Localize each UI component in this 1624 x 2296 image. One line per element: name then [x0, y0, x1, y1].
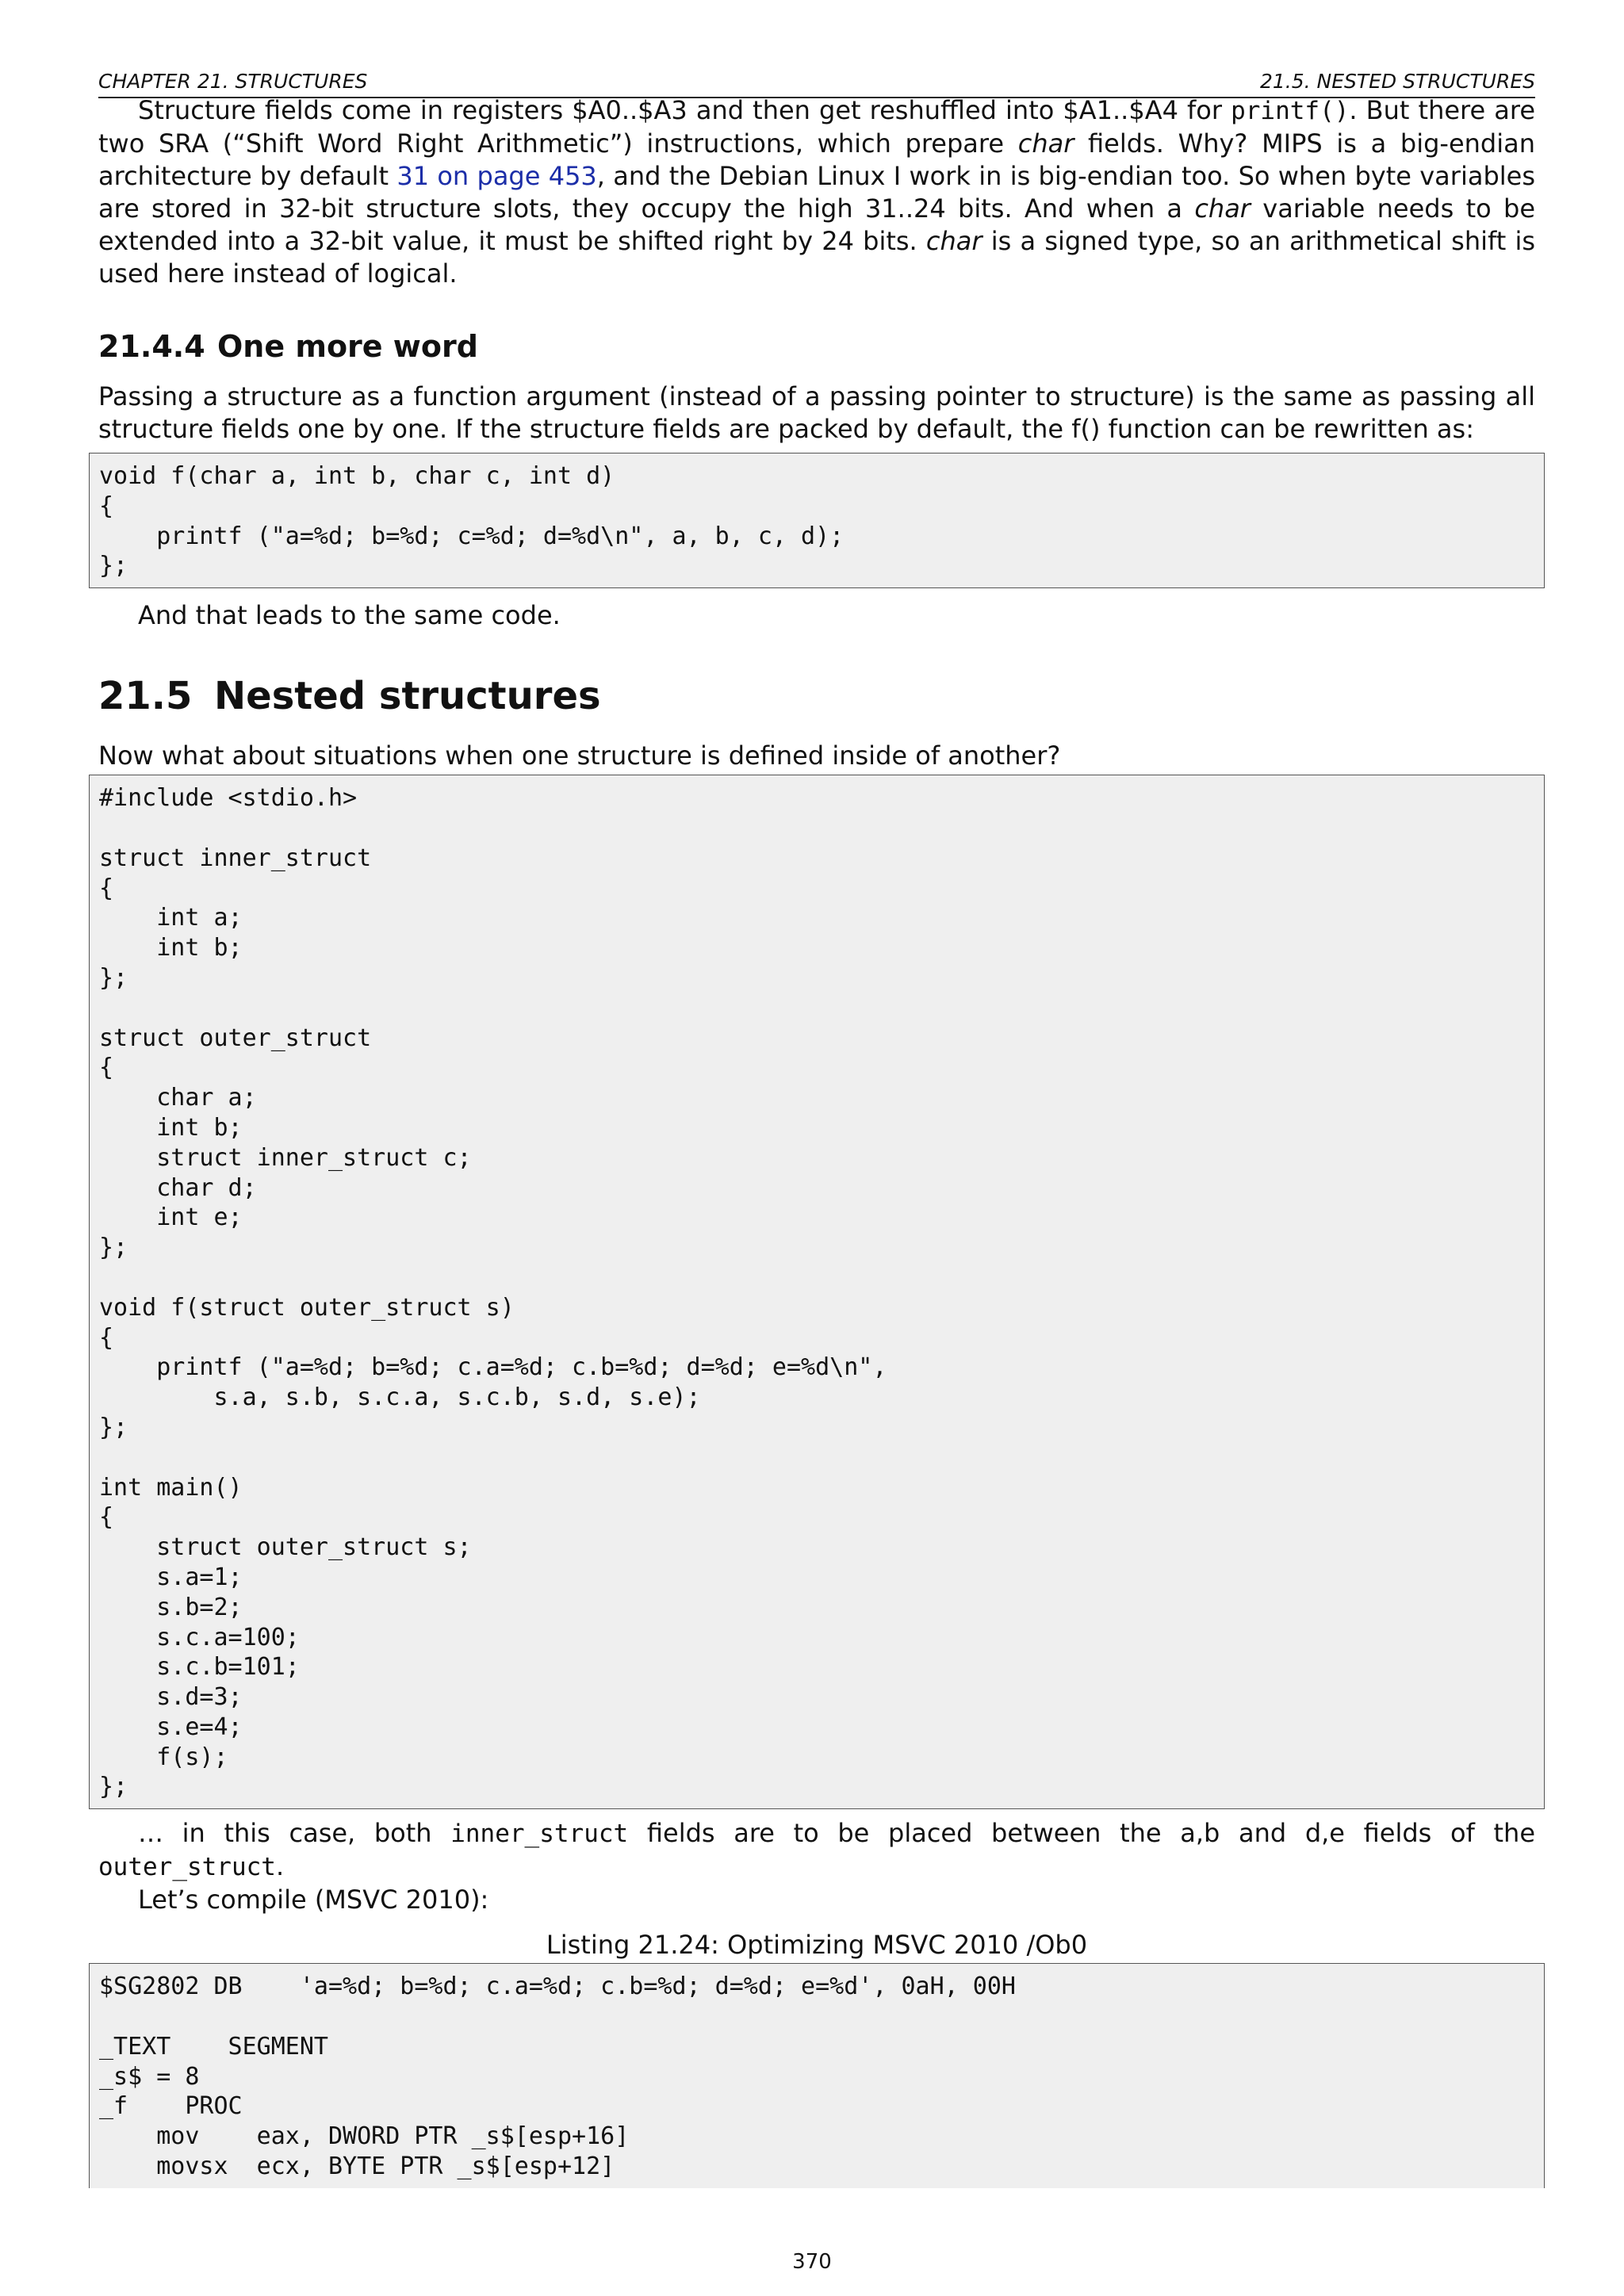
paragraph-compile: Let’s compile (MSVC 2010): [138, 1885, 489, 1915]
text-run: variable needs to be extended into a 32-bit value, it must be shifted right by 24 bits. [98, 193, 1535, 256]
paragraph-same-code: And that leads to the same code. [138, 600, 561, 631]
running-header-chapter: CHAPTER 21. STRUCTURES [98, 70, 368, 93]
inline-code-inner-struct: inner_struct [450, 1820, 629, 1849]
section-heading [98, 673, 1535, 719]
paragraph-inner-struct [98, 1817, 1535, 1884]
cross-reference-link[interactable]: 31 on page 453 [396, 161, 597, 191]
text-run: fields are to be placed between the a,b and d,e fields of the [628, 1818, 1536, 1849]
paragraph-mips-sra [98, 94, 1535, 290]
text-run: is a signed type, so an arithmetical shift is used here instead of logical. [98, 226, 1536, 289]
text-run: fields. Why? MIPS is a big-endian architecture by default [98, 128, 1536, 191]
inline-code-printf: printf() [1231, 97, 1350, 125]
listing-caption: Listing 21.24: Optimizing MSVC 2010 /Ob0 [546, 1930, 1088, 1961]
emphasis-char: char [1017, 128, 1074, 159]
code-text: #include <stdio.h> struct inner_struct { int a; int b; }; struct outer_struct { char a; int b; struct inner_struct c; char d; int e; }; void f(struct outer_struct s) { printf ("a=%d; b=%d; c.a=%d; c.b=%d; d=%d; e=%d\n", s.a, s.b, s.c.a, s.c.b, s.d, s.e); }; int main() { struct outer_struct s; s.a=1; s.b=2; s.c.a=100; s.c.b=101; s.d=3; s.e=4; f(s); }; [99, 784, 887, 1801]
text-run: , and the Debian Linux I work in is big-endian too. So when byte variables are stored in 32-bit structure slots, they occupy the high 31..24 bits. And when a [98, 161, 1536, 224]
code-text: void f(char a, int b, char c, int d) { printf ("a=%d; b=%d; c=%d; d=%d\n", a, b, c, d); }; [99, 462, 845, 580]
page-body [98, 68, 1535, 2188]
code-listing-msvc [89, 1963, 1545, 2188]
running-header [98, 68, 1535, 98]
text-run: … in this case, both [138, 1818, 451, 1849]
subsection-heading [98, 328, 1535, 365]
text-run: Structure fields come in registers $A0..$A3 and then get reshuffled into $A1..$A4 for [138, 95, 1231, 125]
section-title: Nested structures [214, 674, 601, 719]
emphasis-char: char [1194, 193, 1251, 224]
emphasis-char: char [925, 226, 982, 256]
paragraph-struct-argument: Passing a structure as a function argument (instead of a passing pointer to structure) is the same as passing all structure fields one by one. If the structure fields are packed by default, the f() function can be rewritten as: [98, 381, 1535, 444]
subsection-title: One more word [217, 329, 478, 364]
section-number: 21.5 [98, 674, 193, 719]
subsection-number: 21.4.4 [98, 329, 205, 364]
inline-code-outer-struct: outer_struct [98, 1853, 276, 1882]
text-run: . But there are two SRA (“Shift Word Right Arithmetic”) instructions, which prepare [98, 95, 1536, 159]
paragraph-nested-question: Now what about situations when one structure is defined inside of another? [98, 740, 1061, 771]
code-text: $SG2802 DB 'a=%d; b=%d; c.a=%d; c.b=%d; d=%d; e=%d', 0aH, 00H _TEXT SEGMENT _s$ = 8 _f PROC mov eax, DWORD PTR _s$[esp+16] movsx ecx, BYTE PTR _s$[esp+12] [99, 1973, 1016, 2181]
code-listing-nested-structs [89, 775, 1545, 1809]
page-number: 370 [792, 2250, 832, 2274]
code-listing-f [89, 453, 1545, 588]
running-header-section: 21.5. NESTED STRUCTURES [1259, 70, 1535, 93]
text-run: . [275, 1851, 285, 1882]
